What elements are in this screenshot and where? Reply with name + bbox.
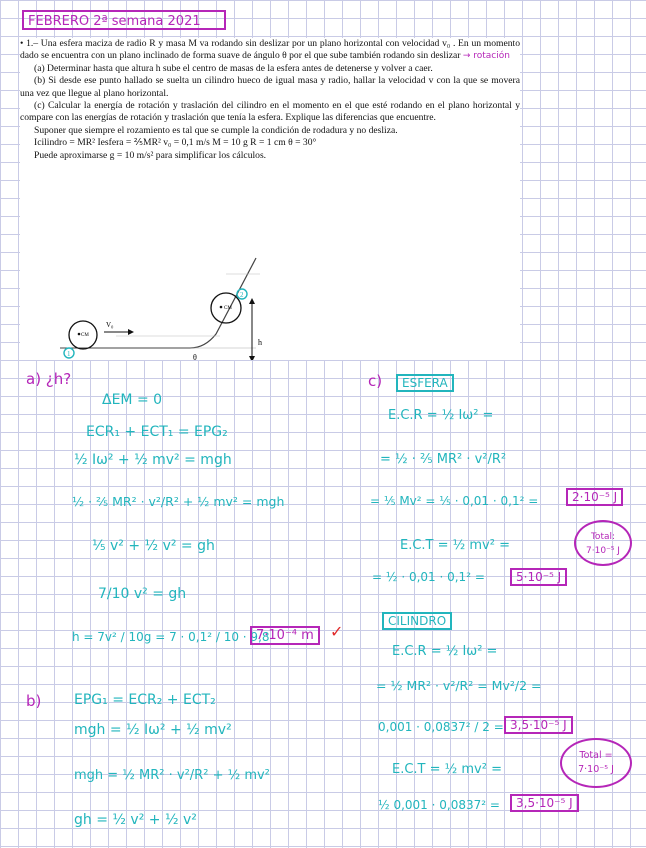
velocity-label: V₀ [106, 321, 114, 329]
cylinder-rotation-result: 3,5·10⁻⁵ J [504, 716, 573, 734]
cyl-line-4: E.C.T = ½ mv² = [392, 762, 502, 777]
left-line-7: h = 7v² / 10g = 7 · 0,1² / 10 · 9,8 [72, 630, 270, 644]
approximation-text: Puede aproximarse g = 10 m/s² para simplificar los cálculos. [34, 149, 267, 161]
right-line-1: E.C.R = ½ Iω² = [388, 408, 494, 423]
cylinder-total-label: Total = [579, 750, 613, 761]
left-line-5: ⅕ v² + ½ v² = gh [92, 538, 215, 554]
h-result: 7·10⁻⁴ m [250, 626, 320, 645]
part-a-label: a) ¿h? [26, 370, 72, 388]
cylinder-total-value: 7·10⁻⁵ J [578, 764, 614, 775]
height-arrow-bottom [249, 356, 255, 360]
incline-line [190, 258, 256, 348]
cm-dot-start [78, 333, 81, 336]
data-line: Icilindro = MR² Iesfera = ⅖MR² v₀ = 0,1 m/s M = 10 g R = 1 cm θ = 30° [34, 137, 317, 149]
part-c-label: c) [368, 372, 383, 390]
left-line-2: ECR₁ + ECT₁ = EPG₂ [86, 424, 228, 440]
cyl-line-3: 0,001 · 0,0837² / 2 = [378, 720, 504, 734]
cm-dot-top [220, 306, 223, 309]
sphere-total-circle [574, 520, 632, 566]
sphere-total-value: 7·10⁻⁵ J [586, 546, 620, 556]
problem-intro: • 1.– Una esfera maciza de radio R y masa M va rodando sin deslizar por un plano horizontal con velocidad v₀ . En un momento dado se encuentra con un plano inclinado de forma suave de ángulo θ por el que sube también rodando sin deslizar → rotación [20, 38, 520, 62]
right-line-5: = ½ · 0,01 · 0,1² = [372, 570, 485, 584]
right-line-4: E.C.T = ½ mv² = [400, 538, 510, 553]
velocity-arrowhead [128, 329, 134, 335]
cm-label-top: CM [224, 306, 232, 311]
cyl-line-1: E.C.R = ½ Iω² = [392, 644, 498, 659]
part-c-text: (c) Calcular la energía de rotación y traslación del cilindro en el momento en el que esté rodando en el plano horizontal y compare con las energías de rotación y traslación que tenía la esfera. Explique las diferencias que encuentre. [20, 100, 520, 124]
page-title [22, 10, 226, 30]
marker-2-label: 2 [240, 291, 244, 299]
cm-label-start: CM [81, 333, 89, 338]
height-arrow-top [249, 298, 255, 304]
right-line-3: = ⅕ Mv² = ⅕ · 0,01 · 0,1² = [370, 494, 539, 508]
assumption-text: Suponer que siempre el rozamiento es tal que se cumple la condición de rodadura y no desliza. [34, 124, 398, 136]
rotation-annotation: → rotación [462, 51, 510, 62]
cylinder-translation-result: 3,5·10⁻⁵ J [510, 794, 579, 812]
part-b-text: (b) Si desde ese punto hallado se suelta un cilindro hueco de igual masa y radio, hallar la velocidad v con la que se movera una vez que llegue al plano horizontal. [20, 75, 520, 99]
sphere-rotation-result: 2·10⁻⁵ J [566, 488, 623, 506]
left-b-line-3: mgh = ½ MR² · v²/R² + ½ mv² [74, 768, 270, 783]
left-line-4: ½ · ⅖ MR² · v²/R² + ½ mv² = mgh [72, 494, 285, 509]
left-line-1: ΔEM = 0 [102, 392, 163, 408]
check-mark: ✓ [330, 622, 344, 641]
sphere-heading: ESFERA [396, 374, 454, 392]
incline-diagram [20, 236, 520, 360]
marker-1-label: 1 [67, 350, 71, 358]
left-b-line-4: gh = ½ v² + ½ v² [74, 812, 197, 828]
cylinder-heading: CILINDRO [382, 612, 452, 630]
part-b-label: b) [26, 692, 42, 710]
sphere-translation-result: 5·10⁻⁵ J [510, 568, 567, 586]
left-line-6: 7/10 v² = gh [98, 586, 187, 602]
angle-label: θ [193, 353, 197, 360]
part-a-text: (a) Determinar hasta que altura h sube el centro de masas de la esfera antes de detenerse y volver a caer. [34, 62, 433, 74]
page-title-text: FEBRERO 2ª semana 2021 [28, 14, 201, 29]
cyl-line-2: = ½ MR² · v²/R² = Mv²/2 = [376, 678, 542, 693]
right-line-2: = ½ · ⅖ MR² · v²/R² [380, 452, 507, 467]
problem-statement [20, 38, 520, 360]
left-line-3: ½ Iω² + ½ mv² = mgh [74, 452, 232, 468]
left-b-line-2: mgh = ½ Iω² + ½ mv² [74, 722, 232, 738]
height-label: h [258, 338, 262, 347]
cylinder-total-circle [560, 738, 632, 788]
cyl-line-5: ½ 0,001 · 0,0837² = [378, 798, 500, 812]
left-b-line-1: EPG₁ = ECR₂ + ECT₂ [74, 692, 216, 708]
sphere-total-label: Total: [590, 532, 616, 542]
